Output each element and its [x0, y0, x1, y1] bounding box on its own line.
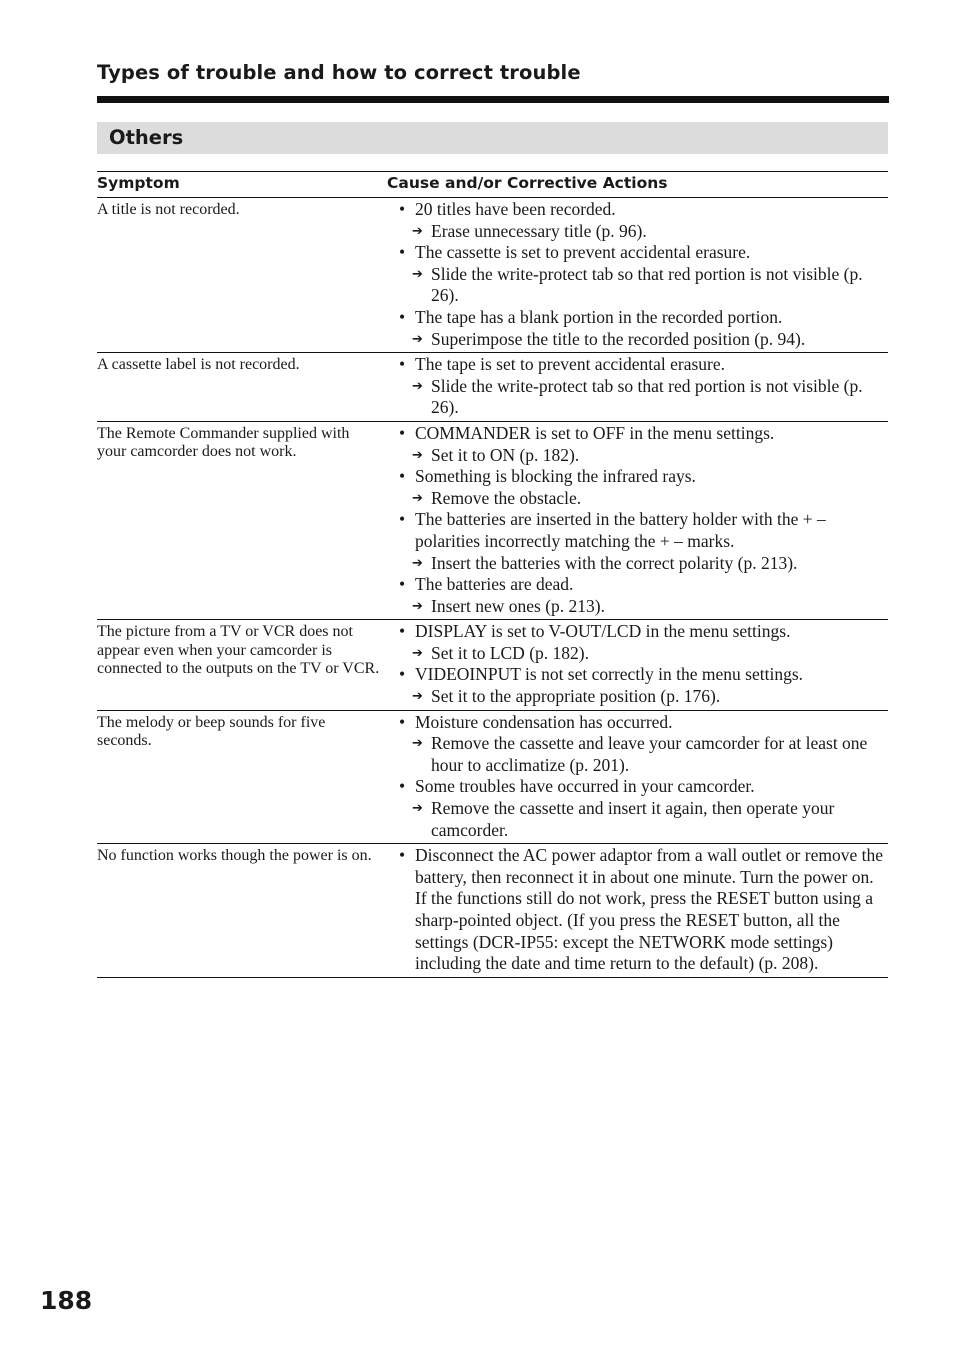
bullet-icon: •: [399, 574, 406, 595]
fix-text: Slide the write-protect tab so that red portion is not visible (p. 26).: [431, 263, 863, 306]
actions-cell: [399, 353, 888, 421]
column-header-actions: Cause and/or Corrective Actions: [387, 174, 668, 192]
table-row: [97, 711, 888, 845]
cause-text: Moisture condensation has occurred.: [415, 711, 673, 732]
page-header-title: Types of trouble and how to correct trouble: [97, 61, 581, 84]
fix-text: Set it to LCD (p. 182).: [431, 642, 589, 663]
cause-item: [399, 621, 888, 643]
cause-item: [399, 845, 888, 975]
cause-text: Some troubles have occurred in your camcorder.: [415, 776, 755, 797]
bullet-icon: •: [399, 466, 406, 487]
table-row: [97, 198, 888, 353]
arrow-right-icon: ➔: [412, 689, 423, 705]
page-number: 188: [40, 1286, 93, 1315]
cause-text: VIDEOINPUT is not set correctly in the menu settings.: [415, 664, 804, 685]
fix-item: [399, 643, 888, 665]
table-header: [97, 172, 888, 198]
actions-cell: [399, 844, 888, 977]
fix-text: Set it to ON (p. 182).: [431, 444, 580, 465]
bullet-icon: •: [399, 422, 406, 443]
cause-text: The batteries are inserted in the battery holder with the + – polarities incorrectly matching the + – marks.: [415, 509, 826, 551]
table-row: [97, 844, 888, 978]
actions-cell: [399, 711, 888, 844]
bullet-icon: •: [399, 242, 406, 263]
arrow-right-icon: ➔: [412, 736, 423, 752]
fix-text: Set it to the appropriate position (p. 176).: [431, 686, 721, 707]
cause-text: The tape has a blank portion in the recorded portion.: [415, 306, 783, 327]
arrow-right-icon: ➔: [412, 378, 423, 394]
bullet-icon: •: [399, 845, 406, 866]
cause-item: [399, 199, 888, 221]
fix-text: Remove the cassette and insert it again, then operate your camcorder.: [431, 798, 835, 840]
arrow-right-icon: ➔: [412, 598, 423, 614]
table-row: [97, 620, 888, 710]
symptom-cell: The melody or beep sounds for five seconds.: [97, 713, 326, 750]
cause-item: [399, 242, 888, 264]
fix-text: Remove the obstacle.: [431, 487, 582, 508]
arrow-right-icon: ➔: [412, 801, 423, 817]
bullet-icon: •: [399, 776, 406, 797]
bullet-icon: •: [399, 711, 406, 732]
fix-item: [399, 798, 888, 841]
cause-text: Disconnect the AC power adaptor from a wall outlet or remove the battery, then reconnect it in about one minute. Turn the power on. If the functions still do not work, press the RESET button using a sharp-pointed object. (If you press the RESET button, all the settings (DCR-IP55: except the NETWORK mode settings) including the date and time return to the default) (p. 208).: [415, 845, 883, 974]
cause-item: [399, 664, 888, 686]
fix-item: [399, 264, 888, 307]
fix-item: [399, 376, 888, 419]
arrow-right-icon: ➔: [412, 645, 423, 661]
arrow-right-icon: ➔: [412, 331, 423, 347]
cause-text: The tape is set to prevent accidental erasure.: [415, 354, 725, 375]
cause-text: The cassette is set to prevent accidental erasure.: [415, 242, 751, 263]
fix-text: Remove the cassette and leave your camcorder for at least one hour to acclimatize (p. 201).: [431, 733, 868, 775]
cause-text: 20 titles have been recorded.: [415, 199, 616, 219]
arrow-right-icon: ➔: [412, 266, 423, 282]
bullet-icon: •: [399, 199, 406, 219]
table-row: [97, 353, 888, 422]
fix-item: [399, 733, 888, 776]
fix-text: Superimpose the title to the recorded position (p. 94).: [431, 328, 806, 349]
cause-text: DISPLAY is set to V-OUT/LCD in the menu settings.: [415, 621, 791, 642]
fix-text: Insert new ones (p. 213).: [431, 595, 605, 616]
fix-item: [399, 329, 888, 351]
actions-cell: [399, 422, 888, 619]
actions-cell: [399, 198, 888, 352]
bullet-icon: •: [399, 621, 406, 642]
cause-text: The batteries are dead.: [415, 574, 574, 595]
arrow-right-icon: ➔: [412, 223, 423, 239]
symptom-cell: No function works though the power is on.: [97, 847, 372, 865]
fix-item: [399, 596, 888, 618]
actions-cell: [399, 620, 888, 709]
symptom-cell: The picture from a TV or VCR does not appear even when your camcorder is connected to the outputs on the TV or VCR.: [97, 623, 380, 678]
fix-item: [399, 553, 888, 575]
bullet-icon: •: [399, 664, 406, 685]
cause-item: [399, 712, 888, 734]
bullet-icon: •: [399, 509, 406, 530]
cause-item: [399, 509, 888, 552]
column-header-symptom: Symptom: [97, 174, 180, 192]
fix-item: [399, 445, 888, 467]
fix-text: Insert the batteries with the correct polarity (p. 213).: [431, 552, 798, 573]
header-rule: [97, 96, 889, 103]
table-body: [97, 198, 888, 978]
arrow-right-icon: ➔: [412, 555, 423, 571]
cause-text: Something is blocking the infrared rays.: [415, 466, 696, 487]
cause-text: COMMANDER is set to OFF in the menu settings.: [415, 422, 775, 443]
cause-item: [399, 776, 888, 798]
fix-text: Erase unnecessary title (p. 96).: [431, 220, 647, 241]
arrow-right-icon: ➔: [412, 447, 423, 463]
fix-item: [399, 221, 888, 243]
symptom-cell: A title is not recorded.: [97, 201, 240, 218]
cause-item: [399, 574, 888, 596]
fix-item: [399, 686, 888, 708]
cause-item: [399, 354, 888, 376]
fix-item: [399, 488, 888, 510]
section-bar: [97, 122, 888, 154]
cause-item: [399, 307, 888, 329]
cause-item: [399, 423, 888, 445]
cause-item: [399, 466, 888, 488]
symptom-cell: The Remote Commander supplied with your camcorder does not work.: [97, 424, 350, 461]
bullet-icon: •: [399, 354, 406, 375]
symptom-cell: A cassette label is not recorded.: [97, 356, 300, 374]
arrow-right-icon: ➔: [412, 490, 423, 506]
trouble-table: [97, 171, 888, 978]
fix-text: Slide the write-protect tab so that red portion is not visible (p. 26).: [431, 375, 863, 418]
table-row: [97, 422, 888, 620]
section-title: Others: [109, 126, 184, 149]
bullet-icon: •: [399, 306, 406, 327]
